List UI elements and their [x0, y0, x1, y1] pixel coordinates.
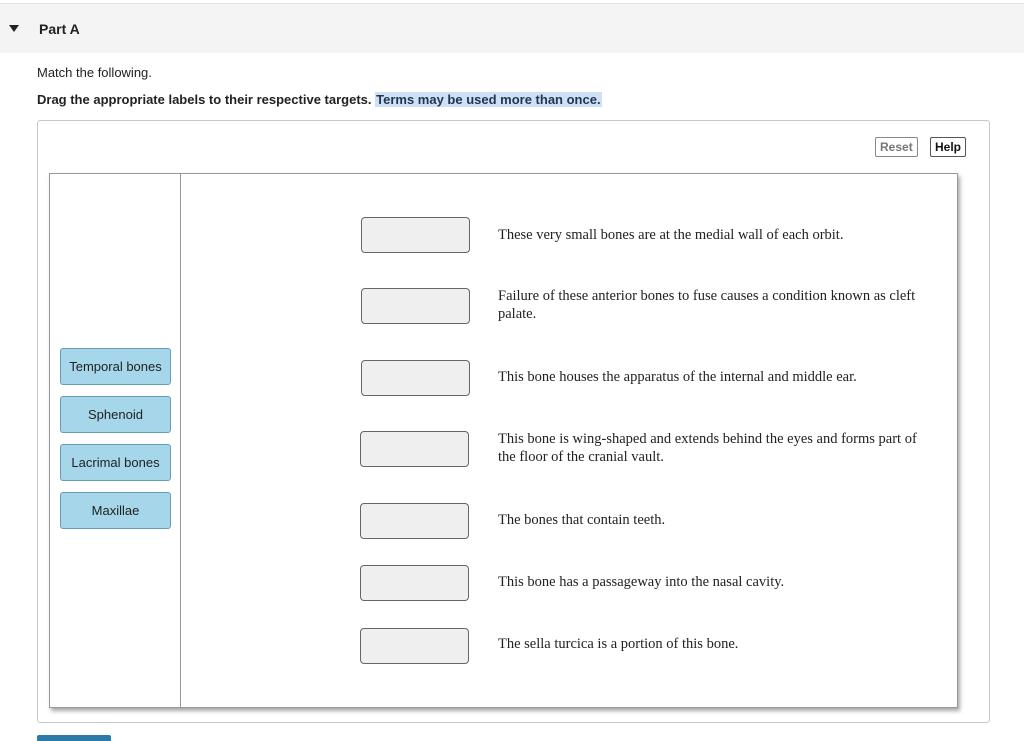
drop-target-2[interactable] [361, 288, 470, 324]
target-description-5: The bones that contain teeth. [498, 512, 666, 528]
part-title: Part A [39, 21, 80, 37]
target-description-6: This bone has a passageway into the nasal cavity. [498, 574, 785, 590]
label-bank [50, 174, 181, 707]
label-maxillae[interactable]: Maxillae [60, 492, 171, 529]
collapse-triangle-icon[interactable] [9, 25, 19, 32]
drag-drop-canvas [49, 173, 958, 708]
help-button[interactable]: Help [930, 137, 966, 157]
target-description-4: This bone is wing-shaped and extends behind the eyes and forms part of the floor of the cranial vault. [498, 431, 917, 465]
submit-button[interactable] [37, 735, 111, 741]
drop-target-4[interactable] [360, 431, 469, 467]
label-temporal-bones[interactable]: Temporal bones [60, 348, 171, 385]
reset-button[interactable]: Reset [875, 137, 918, 157]
directions-text [37, 92, 602, 107]
part-header[interactable] [0, 4, 1024, 53]
drop-target-7[interactable] [360, 628, 469, 664]
drop-target-6[interactable] [360, 565, 469, 601]
target-description-2: Failure of these anterior bones to fuse causes a condition known as cleft palate. [498, 288, 916, 322]
target-description-7: The sella turcica is a portion of this bone. [498, 636, 739, 652]
directions-highlight: Terms may be used more than once. [376, 92, 601, 107]
drop-target-3[interactable] [361, 360, 470, 396]
label-sphenoid[interactable]: Sphenoid [60, 396, 171, 433]
drop-target-5[interactable] [360, 503, 469, 539]
drop-target-1[interactable] [361, 217, 470, 253]
target-description-3: This bone houses the apparatus of the internal and middle ear. [498, 369, 857, 385]
label-lacrimal-bones[interactable]: Lacrimal bones [60, 444, 171, 481]
instruction-text: Match the following. [37, 65, 152, 80]
target-description-1: These very small bones are at the medial wall of each orbit. [498, 227, 844, 243]
directions-main: Drag the appropriate labels to their respective targets. [37, 92, 372, 107]
